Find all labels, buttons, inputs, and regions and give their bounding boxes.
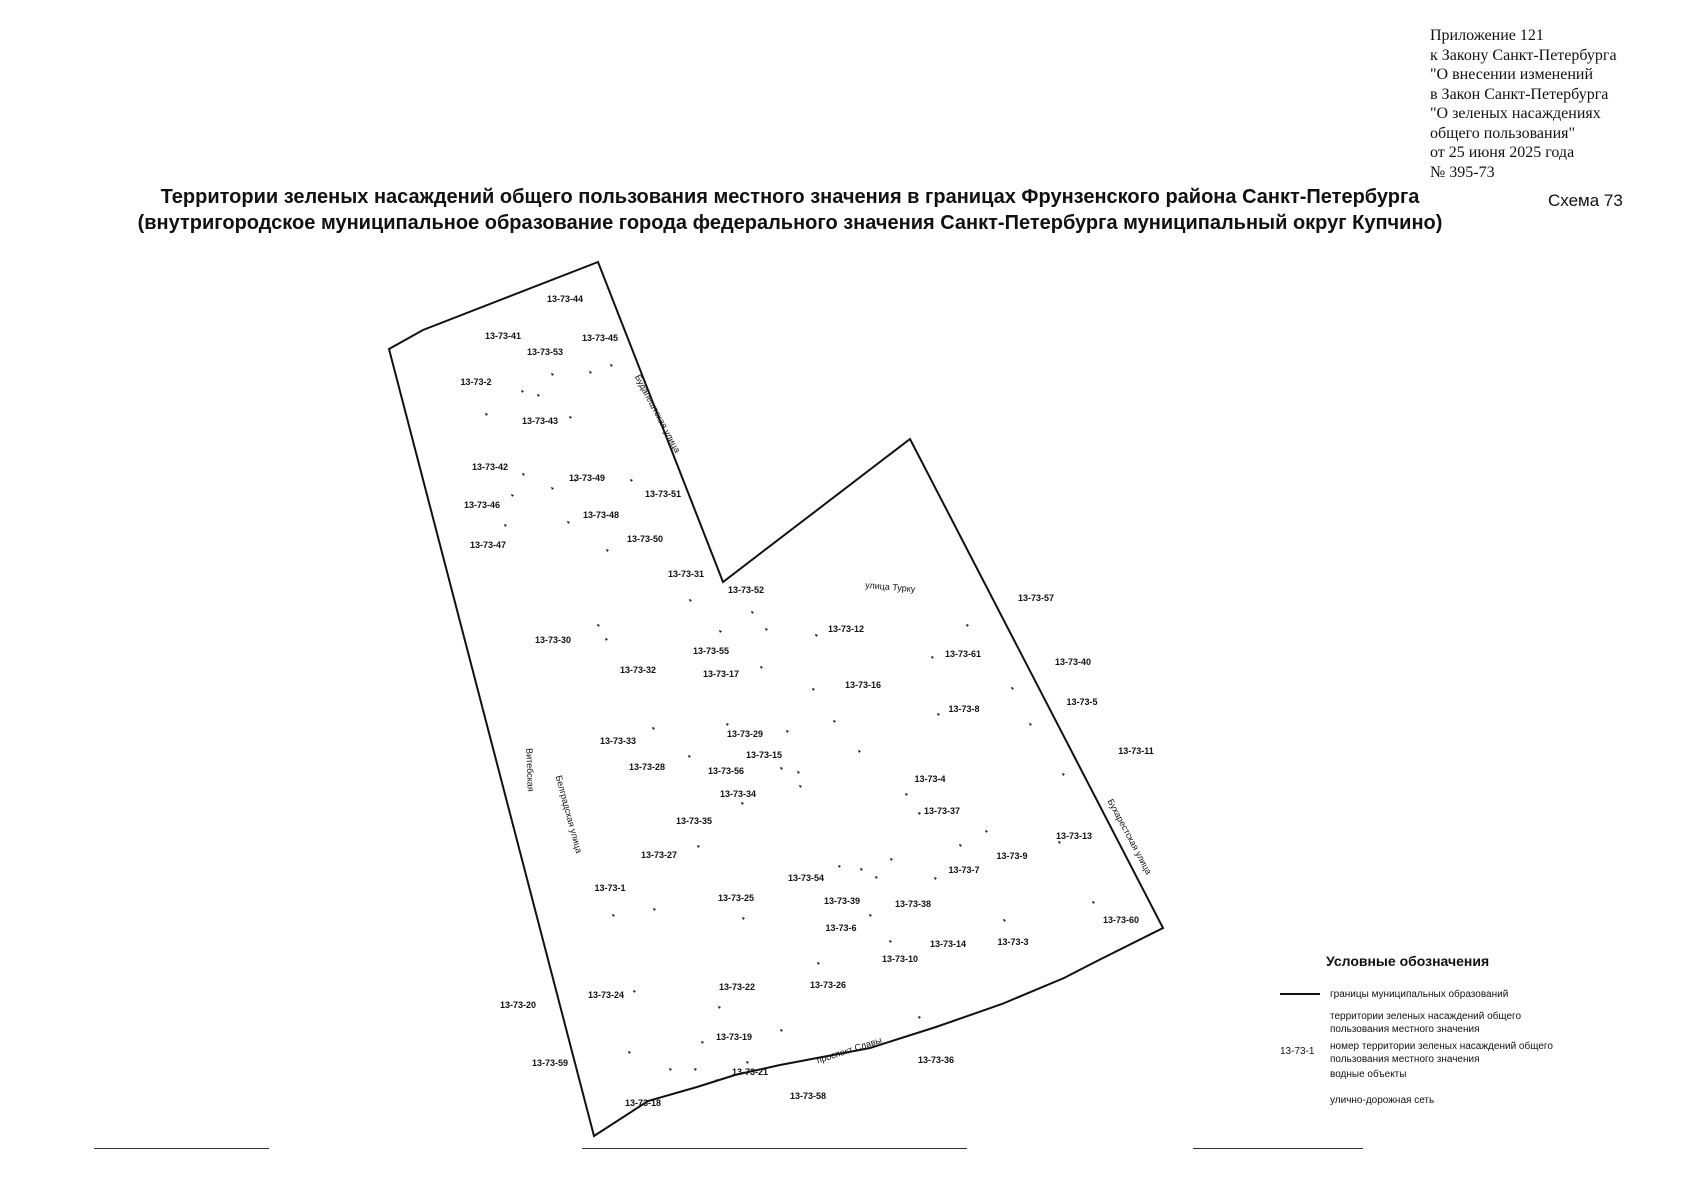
area-number-label: 13-73-32 bbox=[619, 665, 657, 675]
area-number-label: 13-73-26 bbox=[809, 980, 847, 990]
area-number-label: 13-73-13 bbox=[1055, 831, 1093, 841]
green-area-marker bbox=[521, 390, 524, 393]
area-number-label: 13-73-10 bbox=[881, 954, 919, 964]
area-number-label: 13-73-16 bbox=[844, 680, 882, 690]
green-area-marker bbox=[1029, 723, 1032, 726]
area-number-label: 13-73-54 bbox=[787, 873, 825, 883]
area-number-label: 13-73-18 bbox=[624, 1098, 662, 1108]
green-area-marker bbox=[985, 830, 988, 833]
area-number-label: 13-73-37 bbox=[923, 806, 961, 816]
green-area-marker bbox=[630, 479, 633, 482]
area-number-label: 13-73-30 bbox=[534, 635, 572, 645]
green-area-marker bbox=[889, 940, 892, 943]
green-area-marker bbox=[567, 521, 570, 524]
green-area-marker bbox=[815, 634, 818, 637]
area-number-label: 13-73-51 bbox=[644, 489, 682, 499]
green-area-marker bbox=[838, 865, 841, 868]
area-number-label: 13-73-19 bbox=[715, 1032, 753, 1042]
green-area-marker bbox=[606, 549, 609, 552]
green-area-marker bbox=[875, 876, 878, 879]
street-name-label: проспект Славы bbox=[815, 1034, 883, 1066]
map-title: Территории зеленых насаждений общего пользования местного значения в границах Фрунзенского района Санкт-Петербурга bbox=[160, 186, 1420, 208]
area-number-label: 13-73-21 bbox=[731, 1067, 769, 1077]
green-area-marker bbox=[742, 917, 745, 920]
green-area-marker bbox=[701, 1041, 704, 1044]
area-number-label: 13-73-17 bbox=[702, 669, 740, 679]
street-name-label: Бухарестская улица bbox=[1105, 797, 1154, 876]
green-area-marker bbox=[780, 767, 783, 770]
legend-number-text: номер территории зеленых насаждений общего пользования местного значения bbox=[1330, 1041, 1553, 1065]
street-name-label: Белградская улица bbox=[553, 774, 585, 855]
area-number-label: 13-73-38 bbox=[894, 899, 932, 909]
green-area-marker bbox=[741, 802, 744, 805]
green-area-marker bbox=[905, 793, 908, 796]
area-number-label: 13-73-58 bbox=[789, 1091, 827, 1101]
legend-boundary-text: границы муниципальных образований bbox=[1330, 989, 1509, 1000]
area-number-label: 13-73-44 bbox=[546, 294, 584, 304]
green-area-marker bbox=[751, 611, 754, 614]
street-name-label: Витебская bbox=[524, 747, 536, 792]
area-number-label: 13-73-28 bbox=[628, 762, 666, 772]
appendix-line: "О внесении изменений bbox=[1430, 66, 1594, 83]
street-labels bbox=[521, 372, 1154, 1066]
green-area-marker bbox=[633, 990, 636, 993]
area-number-label: 13-73-48 bbox=[582, 510, 620, 520]
area-number-label: 13-73-60 bbox=[1102, 915, 1140, 925]
legend-green-text: территории зеленых насаждений общего пользования местного значения bbox=[1330, 1011, 1522, 1035]
area-number-label: 13-73-41 bbox=[484, 331, 522, 341]
area-number-label: 13-73-56 bbox=[707, 766, 745, 776]
appendix-line: № 395-73 bbox=[1430, 163, 1495, 181]
green-area-marker bbox=[597, 624, 600, 627]
area-number-label: 13-73-24 bbox=[587, 990, 625, 1000]
green-area-marker bbox=[628, 1051, 631, 1054]
area-number-label: 13-73-61 bbox=[944, 649, 982, 659]
appendix-line: общего пользования" bbox=[1430, 124, 1576, 142]
green-area-marker bbox=[653, 908, 656, 911]
green-area-marker bbox=[797, 771, 800, 774]
green-area-marker bbox=[918, 1016, 921, 1019]
green-area-marker bbox=[934, 877, 937, 880]
green-area-marker bbox=[1092, 901, 1095, 904]
green-area-marker bbox=[610, 364, 613, 367]
appendix-line: от 25 июня 2025 года bbox=[1430, 144, 1575, 161]
area-number-label: 13-73-57 bbox=[1017, 593, 1055, 603]
legend-title: Условные обозначения bbox=[1326, 953, 1490, 969]
area-number-label: 13-73-33 bbox=[599, 736, 637, 746]
green-area-marker bbox=[589, 371, 592, 374]
green-area-marker bbox=[688, 755, 691, 758]
area-number-label: 13-73-4 bbox=[914, 774, 946, 784]
area-number-label: 13-73-55 bbox=[692, 646, 730, 656]
area-number-label: 13-73-49 bbox=[568, 473, 606, 483]
green-area-marker bbox=[890, 858, 893, 861]
green-area-marker bbox=[612, 914, 615, 917]
green-area-marker bbox=[959, 844, 962, 847]
scan-artifact-line bbox=[1193, 1148, 1363, 1149]
green-area-marker bbox=[1011, 687, 1014, 690]
area-number-label: 13-73-2 bbox=[460, 377, 492, 387]
green-area-marker bbox=[551, 487, 554, 490]
green-area-marker bbox=[858, 750, 861, 753]
area-number-label: 13-73-1 bbox=[594, 883, 626, 893]
appendix-line: "О зеленых насаждениях bbox=[1430, 105, 1601, 122]
green-area-marker bbox=[652, 727, 655, 730]
area-labels bbox=[460, 294, 1153, 1108]
legend-roads-text: улично-дорожная сеть bbox=[1330, 1095, 1435, 1106]
green-area-marker bbox=[918, 812, 921, 815]
area-number-label: 13-73-15 bbox=[745, 750, 783, 760]
area-number-label: 13-73-40 bbox=[1054, 657, 1092, 667]
green-area-marker bbox=[694, 1068, 697, 1071]
area-number-label: 13-73-59 bbox=[531, 1058, 569, 1068]
green-area-marker bbox=[718, 1006, 721, 1009]
green-area-marker bbox=[760, 666, 763, 669]
green-area-marker bbox=[786, 730, 789, 733]
area-number-label: 13-73-6 bbox=[825, 923, 857, 933]
area-number-label: 13-73-8 bbox=[948, 704, 980, 714]
area-number-label: 13-73-20 bbox=[499, 1000, 537, 1010]
green-area-marker bbox=[1058, 841, 1061, 844]
green-area-marker bbox=[1062, 773, 1065, 776]
green-area-marker bbox=[931, 656, 934, 659]
green-area-marker bbox=[812, 688, 815, 691]
appendix-line: в Закон Санкт-Петербурга bbox=[1430, 85, 1609, 103]
area-number-label: 13-73-50 bbox=[626, 534, 664, 544]
green-area-marker bbox=[860, 868, 863, 871]
scheme-label: Схема 73 bbox=[1548, 191, 1623, 210]
area-markers bbox=[485, 364, 1098, 1082]
green-area-marker bbox=[966, 624, 969, 627]
area-number-label: 13-73-45 bbox=[581, 333, 619, 343]
area-number-label: 13-73-29 bbox=[726, 729, 764, 739]
green-area-marker bbox=[697, 845, 700, 848]
area-number-label: 13-73-42 bbox=[471, 462, 509, 472]
area-number-label: 13-73-47 bbox=[469, 540, 507, 550]
area-number-label: 13-73-31 bbox=[667, 569, 705, 579]
green-area-marker bbox=[746, 1061, 749, 1064]
green-area-marker bbox=[522, 473, 525, 476]
appendix-line: Приложение 121 bbox=[1430, 27, 1544, 44]
green-area-marker bbox=[726, 723, 729, 726]
area-number-label: 13-73-7 bbox=[948, 865, 980, 875]
green-area-marker bbox=[569, 416, 572, 419]
area-number-label: 13-73-34 bbox=[719, 789, 757, 799]
green-area-marker bbox=[605, 638, 608, 641]
area-number-label: 13-73-9 bbox=[996, 851, 1028, 861]
area-number-label: 13-73-12 bbox=[827, 624, 865, 634]
green-area-marker bbox=[799, 785, 802, 788]
area-number-label: 13-73-25 bbox=[717, 893, 755, 903]
area-number-label: 13-73-14 bbox=[929, 939, 967, 949]
green-area-marker bbox=[511, 494, 514, 497]
map-subtitle: (внутригородское муниципальное образование города федерального значения Санкт-Петербурга муниципальный округ Купчино) bbox=[137, 212, 1443, 234]
area-number-label: 13-73-11 bbox=[1118, 746, 1154, 756]
green-area-marker bbox=[869, 914, 872, 917]
area-number-label: 13-73-22 bbox=[718, 982, 756, 992]
green-area-marker bbox=[937, 713, 940, 716]
area-number-label: 13-73-27 bbox=[640, 850, 678, 860]
green-area-marker bbox=[551, 373, 554, 376]
scan-artifact-line bbox=[582, 1148, 967, 1149]
scan-artifact-line bbox=[94, 1148, 269, 1149]
area-number-label: 13-73-52 bbox=[727, 585, 765, 595]
green-area-marker bbox=[689, 599, 692, 602]
area-number-label: 13-73-5 bbox=[1066, 697, 1098, 707]
area-number-label: 13-73-36 bbox=[917, 1055, 955, 1065]
area-number-label: 13-73-35 bbox=[675, 816, 713, 826]
legend-code-example: 13-73-1 bbox=[1280, 1046, 1315, 1057]
legend-boundary-line bbox=[1280, 993, 1320, 995]
green-area-marker bbox=[765, 628, 768, 631]
green-area-marker bbox=[719, 630, 722, 633]
green-area-marker bbox=[780, 1029, 783, 1032]
green-area-marker bbox=[504, 524, 507, 527]
area-number-label: 13-73-3 bbox=[997, 937, 1029, 947]
green-area-marker bbox=[817, 962, 820, 965]
green-area-marker bbox=[537, 394, 540, 397]
legend-water-text: водные объекты bbox=[1330, 1069, 1407, 1080]
street-name-label: улица Турку bbox=[864, 579, 916, 595]
street-name-label: Будапештская улица bbox=[632, 372, 683, 455]
area-number-label: 13-73-43 bbox=[521, 416, 559, 426]
appendix-line: к Закону Санкт-Петербурга bbox=[1430, 46, 1617, 64]
green-area-marker bbox=[485, 413, 488, 416]
green-area-marker bbox=[669, 1068, 672, 1071]
green-area-marker bbox=[833, 720, 836, 723]
area-number-label: 13-73-53 bbox=[526, 347, 564, 357]
green-area-marker bbox=[1003, 919, 1006, 922]
area-number-label: 13-73-39 bbox=[823, 896, 861, 906]
area-number-label: 13-73-46 bbox=[463, 500, 501, 510]
